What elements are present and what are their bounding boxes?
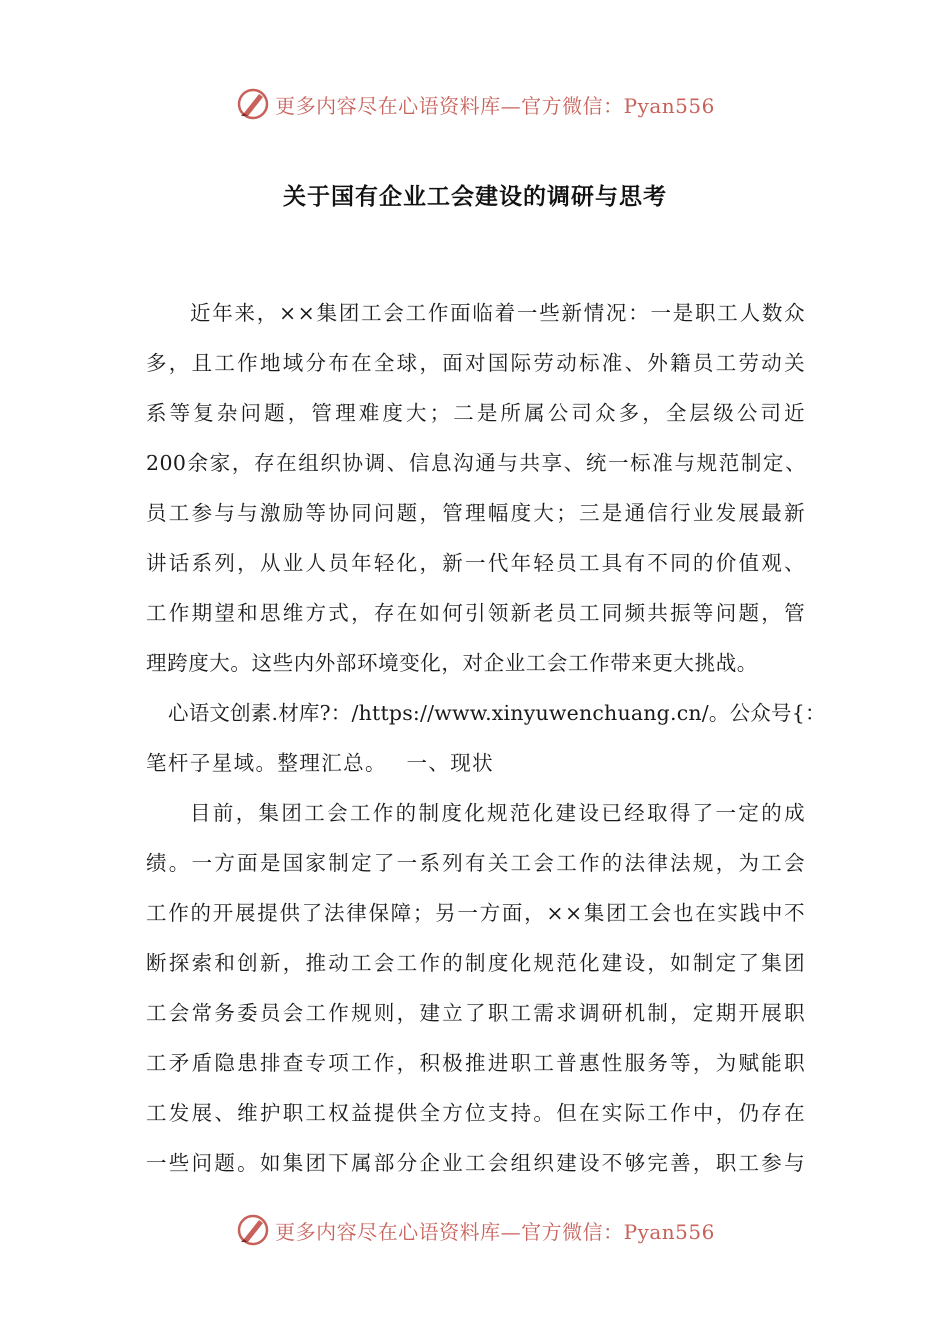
text-line: 绩。一方面是国家制定了一系列有关工会工作的法律法规，为工会: [146, 851, 806, 875]
text-line: 工发展、维护职工权益提供全方位支持。但在实际工作中，仍存在: [146, 1101, 806, 1125]
paragraph-source-note: [146, 688, 826, 788]
text-line: 工作的开展提供了法律保障；另一方面，××集团工会也在实践中不: [146, 901, 806, 925]
paragraph-status: [146, 788, 806, 1188]
document-title: 关于国有企业工会建设的调研与思考: [283, 183, 667, 210]
pen-logo-icon: [235, 1212, 271, 1248]
text-line: 近年来，××集团工会工作面临着一些新情况：一是职工人数众: [190, 301, 806, 325]
text-line: 一些问题。如集团下属部分企业工会组织建设不够完善，职工参与: [146, 1151, 806, 1175]
text-line: 理跨度大。这些内外部环境变化，对企业工会工作带来更大挑战。: [146, 651, 758, 675]
text-line: 工矛盾隐患排查专项工作，积极推进职工普惠性服务等，为赋能职: [146, 1051, 806, 1075]
text-line: 员工参与与激励等协同问题，管理幅度大；三是通信行业发展最新: [146, 501, 806, 525]
paragraph-intro: [146, 288, 806, 688]
text-line: 200余家，存在组织协调、信息沟通与共享、统一标准与规范制定、: [146, 451, 806, 475]
text-line: 工作期望和思维方式，存在如何引领新老员工同频共振等问题，管: [146, 601, 806, 625]
watermark-banner-bottom: [0, 1208, 950, 1252]
watermark-text: 更多内容尽在心语资料库—官方微信：Pyan556: [275, 93, 715, 118]
watermark-banner-top: [0, 82, 950, 126]
text-line: 笔杆子星域。整理汇总。 一、现状: [146, 751, 495, 775]
text-line: 系等复杂问题，管理难度大；二是所属公司众多，全层级公司近: [146, 401, 806, 425]
pen-logo-icon: [235, 86, 271, 122]
text-line: 目前，集团工会工作的制度化规范化建设已经取得了一定的成: [190, 801, 806, 825]
text-line: 讲话系列，从业人员年轻化，新一代年轻员工具有不同的价值观、: [146, 551, 806, 575]
watermark-text: 更多内容尽在心语资料库—官方微信：Pyan556: [275, 1219, 715, 1244]
text-line: 工会常务委员会工作规则，建立了职工需求调研机制，定期开展职: [146, 1001, 806, 1025]
text-line: 心语文创素.材库?：/https://www.xinyuwenchuang.cn/。公众号{：: [168, 701, 826, 725]
text-line: 多，且工作地域分布在全球，面对国际劳动标准、外籍员工劳动关: [146, 351, 806, 375]
text-line: 断探索和创新，推动工会工作的制度化规范化建设，如制定了集团: [146, 951, 806, 975]
